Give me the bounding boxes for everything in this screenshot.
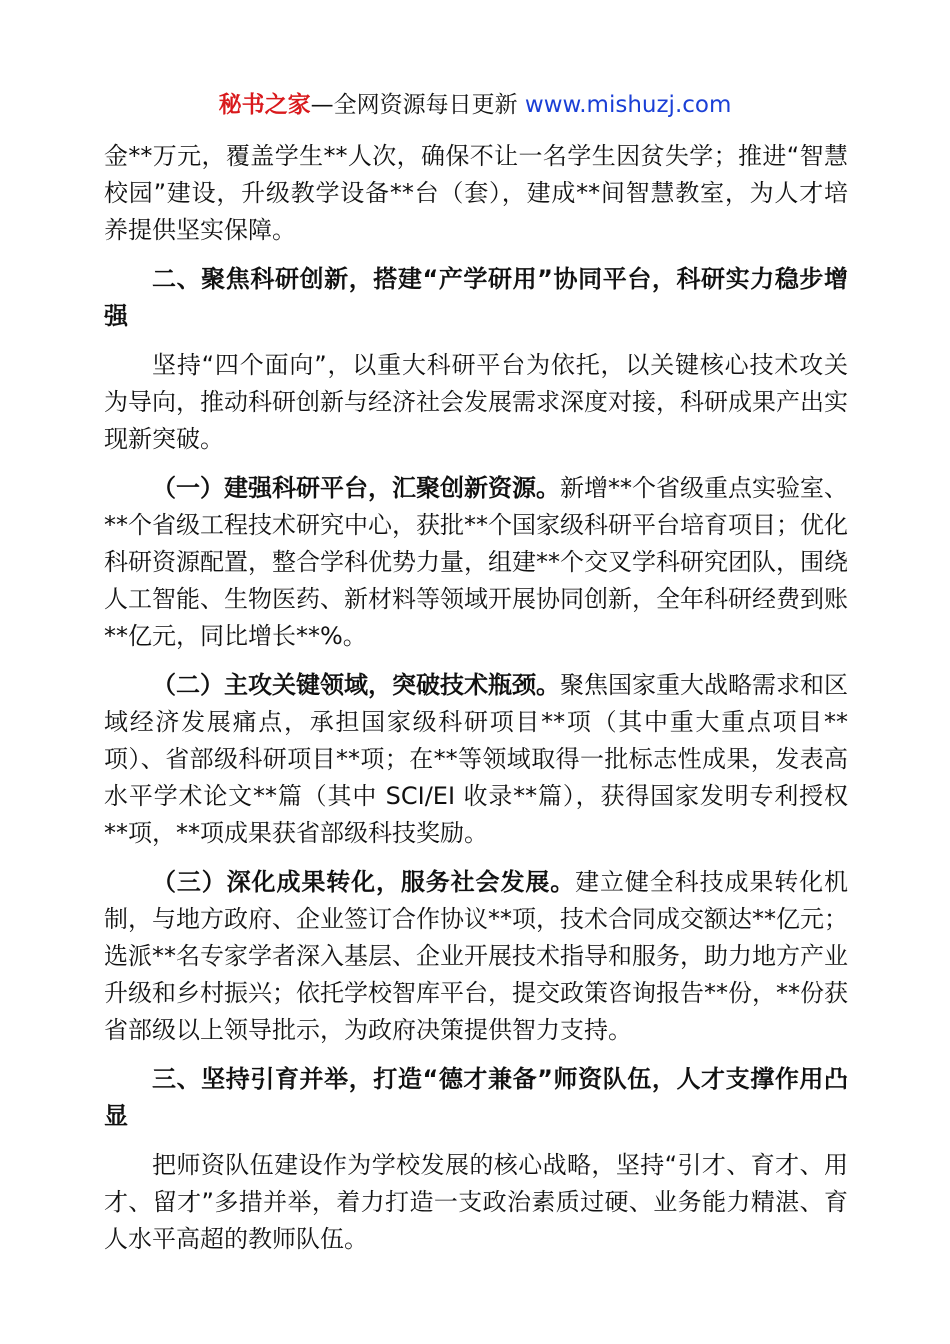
section-3-intro: 把师资队伍建设作为学校发展的核心战略，坚持“引才、育才、用才、留才”多措并举，着力打造一支政治素质过硬、业务能力精湛、育人水平高超的教师队伍。 xyxy=(104,1151,848,1253)
section-heading-3: 三、坚持引育并举，打造“德才兼备”师资队伍，人才支撑作用凸显 xyxy=(104,1065,848,1130)
header-tagline: —全网资源每日更新 xyxy=(310,92,518,118)
paragraph-continued: 金**万元，覆盖学生**人次，确保不让一名学生因贫失学；推进“智慧校园”建设，升级教学设备**台（套），建成**间智慧教室，为人才培养提供坚实保障。 xyxy=(104,142,848,244)
subsection-3-body: 建立健全科技成果转化机制，与地方政府、企业签订合作协议**项，技术合同成交额达**亿元；选派**名专家学者深入基层、企业开展技术指导和服务，助力地方产业升级和乡村振兴；依托学校智库平台，提交政策咨询报告**份，**份获省部级以上领导批示，为政府决策提供智力支持。 xyxy=(104,868,849,1044)
subsection-3 xyxy=(104,864,848,1049)
site-url-link[interactable]: www.mishuzj.com xyxy=(524,92,732,118)
section-heading-2: 二、聚焦科研创新，搭建“产学研用”协同平台，科研实力稳步增强 xyxy=(104,265,848,330)
brand-name: 秘书之家 xyxy=(218,92,311,118)
subsection-2 xyxy=(104,667,848,852)
subsection-2-body: 聚焦国家重大战略需求和区域经济发展痛点，承担国家级科研项目**项（其中重大重点项目**项）、省部级科研项目**项；在**等领域取得一批标志性成果，发表高水平学术论文**篇（其中 SCI/EI 收录**篇），获得国家发明专利授权**项，**项成果获省部级科技奖励。 xyxy=(104,671,848,847)
document-body xyxy=(104,138,848,1270)
subsection-3-lead: （三）深化成果转化，服务社会发展。 xyxy=(152,868,576,896)
subsection-1-lead: （一）建强科研平台，汇聚创新资源。 xyxy=(152,474,560,502)
site-header xyxy=(0,88,950,122)
subsection-1-body: 新增**个省级重点实验室、**个省级工程技术研究中心，获批**个国家级科研平台培育项目；优化科研资源配置，整合学科优势力量，组建**个交叉学科研究团队，围绕人工智能、生物医药、新材料等领域开展协同创新，全年科研经费到账**亿元，同比增长**%。 xyxy=(104,474,848,650)
subsection-1 xyxy=(104,470,848,655)
subsection-2-lead: （二）主攻关键领域，突破技术瓶颈。 xyxy=(152,671,560,699)
section-2-intro: 坚持“四个面向”，以重大科研平台为依托，以关键核心技术攻关为导向，推动科研创新与经济社会发展需求深度对接，科研成果产出实现新突破。 xyxy=(104,351,848,453)
